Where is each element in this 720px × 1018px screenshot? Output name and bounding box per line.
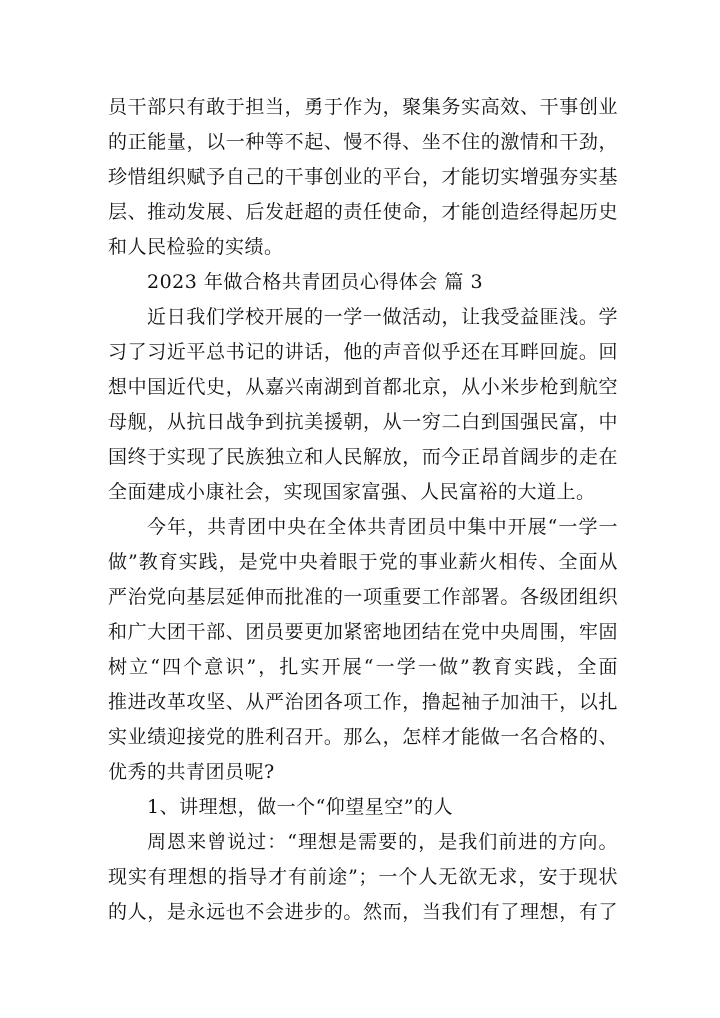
- text-line: 习了习近平总书记的讲话，他的声音似乎还在耳畔回旋。回: [108, 341, 618, 363]
- text-line: 国终于实现了民族独立和人民解放，而今正昂首阔步的走在: [108, 446, 618, 468]
- text-line: 全面建成小康社会，实现国家富强、人民富裕的大道上。: [108, 481, 596, 503]
- text-line: 珍惜组织赋予自己的干事创业的平台，才能切实增强夯实基: [108, 166, 618, 188]
- document-body: [108, 90, 618, 930]
- text-line: 和广大团干部、团员要更加紧密地团结在党中央周围，牢固: [108, 621, 618, 643]
- text-line: 做”教育实践，是党中央着眼于党的事业薪火相传、全面从: [108, 551, 618, 573]
- section-heading: 2023 年做合格共青团员心得体会 篇 3: [147, 271, 484, 293]
- text-line: 严治党向基层延伸而批准的一项重要工作部署。各级团组织: [108, 586, 618, 608]
- text-line: 员干部只有敢于担当，勇于作为，聚集务实高效、干事创业: [108, 96, 618, 118]
- text-line: 母舰，从抗日战争到抗美援朝，从一穷二白到国强民富，中: [108, 411, 618, 433]
- text-line: 树立“四个意识”，扎实开展“一学一做”教育实践，全面: [108, 656, 618, 678]
- text-line: 层、推动发展、后发赶超的责任使命，才能创造经得起历史: [108, 201, 618, 223]
- text-line: 的正能量，以一种等不起、慢不得、坐不住的激情和干劲，: [108, 131, 618, 153]
- text-line: 推进改革攻坚、从严治团各项工作，撸起袖子加油干，以扎: [108, 691, 618, 713]
- text-line: 周恩来曾说过：“理想是需要的，是我们前进的方向。: [147, 831, 618, 853]
- subsection-heading: 1、讲理想，做一个“仰望星空”的人: [147, 796, 454, 818]
- text-line: 今年，共青团中央在全体共青团员中集中开展“一学一: [147, 516, 618, 538]
- text-line: 实业绩迎接党的胜利召开。那么，怎样才能做一名合格的、: [108, 726, 618, 748]
- text-line: 的人，是永远也不会进步的。然而，当我们有了理想，有了: [108, 901, 618, 923]
- text-line: 想中国近代史，从嘉兴南湖到首都北京，从小米步枪到航空: [108, 376, 618, 398]
- text-line: 近日我们学校开展的一学一做活动，让我受益匪浅。学: [147, 306, 618, 328]
- text-line: 优秀的共青团员呢?: [108, 761, 275, 783]
- text-line: 和人民检验的实绩。: [108, 236, 284, 258]
- text-line: 现实有理想的指导才有前途”；一个人无欲无求，安于现状: [108, 866, 618, 888]
